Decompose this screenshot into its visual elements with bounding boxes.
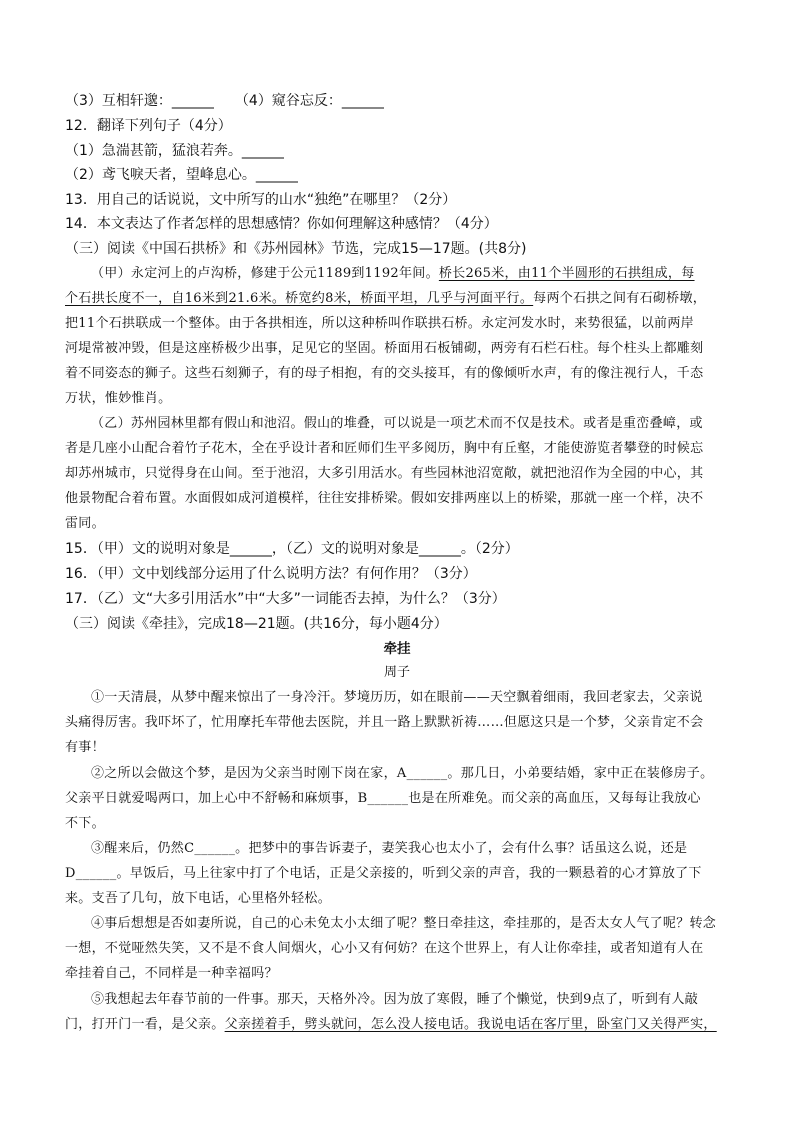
- story-p1-line-1: ①一天清晨，从梦中醒来惊出了一身冷汗。梦境历历，如在眼前——天空飘着细雨，我回老家去，父亲说: [91, 690, 703, 705]
- story-p2-line-1: ②之所以会做这个梦，是因为父亲当时刚下岗在家，A______。那几日，小弟要结婚，家中正在装修房子。: [91, 766, 714, 781]
- story-p5-line-2: 门，打开门一看，是父亲。父亲搓着手，劈头就问，怎么没人接电话。我说电话在客厅里，卧室门又关得严实，: [65, 1017, 717, 1032]
- story-p5-line-1: ⑤我想起去年春节前的一件事。那天，天格外冷。因为放了寒假，睡了个懒觉，快到9点了，听到有人敲: [91, 992, 699, 1007]
- story-p4-line-1: ④事后想想是否如妻所说，自己的心未免太小太细了呢？整日牵挂这，牵挂那的，是否太女人气了呢？转念: [91, 916, 717, 931]
- yi-line-1: （乙）苏州园林里都有假山和池沼。假山的堆叠，可以说是一项艺术而不仅是技术。或者是重峦叠嶂，或: [91, 416, 703, 431]
- yi-line-5: 雷同。: [65, 516, 105, 531]
- section-reading-heading: （三）阅读《牵挂》，完成18—21题。(共16分，每小题4分）: [65, 616, 448, 632]
- jia-line-5: 着不同姿态的狮子。这些石刻狮子，有的母子相抱，有的交头接耳，有的像倾听水声，有的像注视行人，千态: [65, 366, 704, 381]
- story-p3-line-3: 来。支吾了几句，放下电话，心里格外轻松。: [65, 891, 332, 906]
- story-p4-line-2: 一想，不觉哑然失笑，又不是不食人间烟火，心小又有何妨？在这个世界上，有人让你牵挂，或者知道有人在: [65, 941, 704, 956]
- q15: 15．（甲）文的说明对象是______，（乙）文的说明对象是______。（2分）: [65, 541, 519, 557]
- story-p1-line-3: 有事！: [65, 740, 105, 755]
- story-author: 周子: [383, 665, 410, 680]
- yi-line-2: 者是几座小山配合着竹子花木，全在乎设计者和匠师们生平多阅历，胸中有丘壑，才能使游览者攀登的时候忘: [65, 441, 704, 456]
- q14: 14．本文表达了作者怎样的思想感情？你如何理解这种感情？（4分）: [65, 216, 498, 232]
- yi-line-4: 他景物配合着布置。水面假如成河道模样，往往安排桥梁。假如安排两座以上的桥梁，那就一座一个样，决不: [65, 491, 704, 506]
- jia-line-6: 万状，惟妙惟肖。: [65, 391, 172, 406]
- q12-sentence-2: （2）鸢飞唳天者，望峰息心。______: [65, 167, 298, 183]
- q13: 13．用自己的话说说，文中所写的山水“独绝”在哪里？（2分）: [65, 192, 457, 208]
- story-p5-underlined: 父亲搓着手，劈头就问，怎么没人接电话。我说电话在客厅里，卧室门又关得严实，: [224, 1017, 717, 1032]
- story-p4-line-3: 牵挂着自己，不同样是一种幸福吗？: [65, 966, 278, 981]
- yi-line-3: 却苏州城市，只觉得身在山间。至于池沼，大多引用活水。有些园林池沼宽敞，就把池沼作为全园的中心，其: [65, 466, 704, 481]
- jia-line-1: （甲）永定河上的卢沟桥，修建于公元1189到1192年间。桥长265米，由11个半圆形的石拱组成，每: [91, 266, 695, 281]
- q17: 17．（乙）文“大多引用活水”中“大多”一词能否去掉，为什么？（3分）: [65, 591, 506, 607]
- story-p1-line-2: 头痛得厉害。我吓坏了，忙用摩托车带他去医院，并且一路上默默祈祷……但愿这只是一个梦，父亲肯定不会: [65, 715, 704, 730]
- story-p3-line-2: D______。早饭后，马上往家中打了个电话，正是父亲接的，听到父亲的声音，我的一颗悬着的心才算放了下: [65, 866, 702, 881]
- jia-line-2: 个石拱长度不一，自16米到21.6米。桥宽约8米，桥面平坦，几乎与河面平行。每两个石拱之间有石砌桥墩，: [65, 291, 707, 306]
- story-title: 牵挂: [383, 641, 411, 657]
- story-p2-line-3: 不下。: [65, 816, 105, 831]
- q12-heading: 12．翻译下列句子（4分）: [65, 118, 232, 134]
- story-p2-line-2: 父亲平日就爱喝两口，加上心中不舒畅和麻烦事，B______也是在所难免。而父亲的高血压，又每每让我放心: [65, 791, 701, 806]
- jia-underlined-part-2: 个石拱长度不一，自16米到21.6米。桥宽约8米，桥面平坦，几乎与河面平行。: [65, 291, 534, 306]
- jia-underlined-part: 桥长265米，由11个半圆形的石拱组成，每: [438, 266, 695, 281]
- q12-sentence-1: （1）急湍甚箭，猛浪若奔。______: [65, 143, 284, 159]
- jia-line-3: 把11个石拱联成一个整体。由于各拱相连，所以这种桥叫作联拱石桥。永定河发水时，来势很猛，以前两岸: [65, 316, 694, 331]
- jia-line-4: 河堤常被冲毁，但是这座桥极少出事，足见它的坚固。桥面用石板铺砌，两旁有石栏石柱。每个柱头上都雕刻: [65, 341, 704, 356]
- q16: 16．（甲）文中划线部分运用了什么说明方法？有何作用？（3分）: [65, 566, 477, 582]
- story-p3-line-1: ③醒来后，仍然C______。把梦中的事告诉妻子，妻笑我心也太小了，会有什么事？话虽这么说，还是: [91, 841, 688, 856]
- q11-items-3-4: （3）互相轩邈：______ （4）窥谷忘反：______: [65, 93, 384, 109]
- section-3-heading: （三）阅读《中国石拱桥》和《苏州园林》节选，完成15—17题。(共8分): [65, 241, 527, 257]
